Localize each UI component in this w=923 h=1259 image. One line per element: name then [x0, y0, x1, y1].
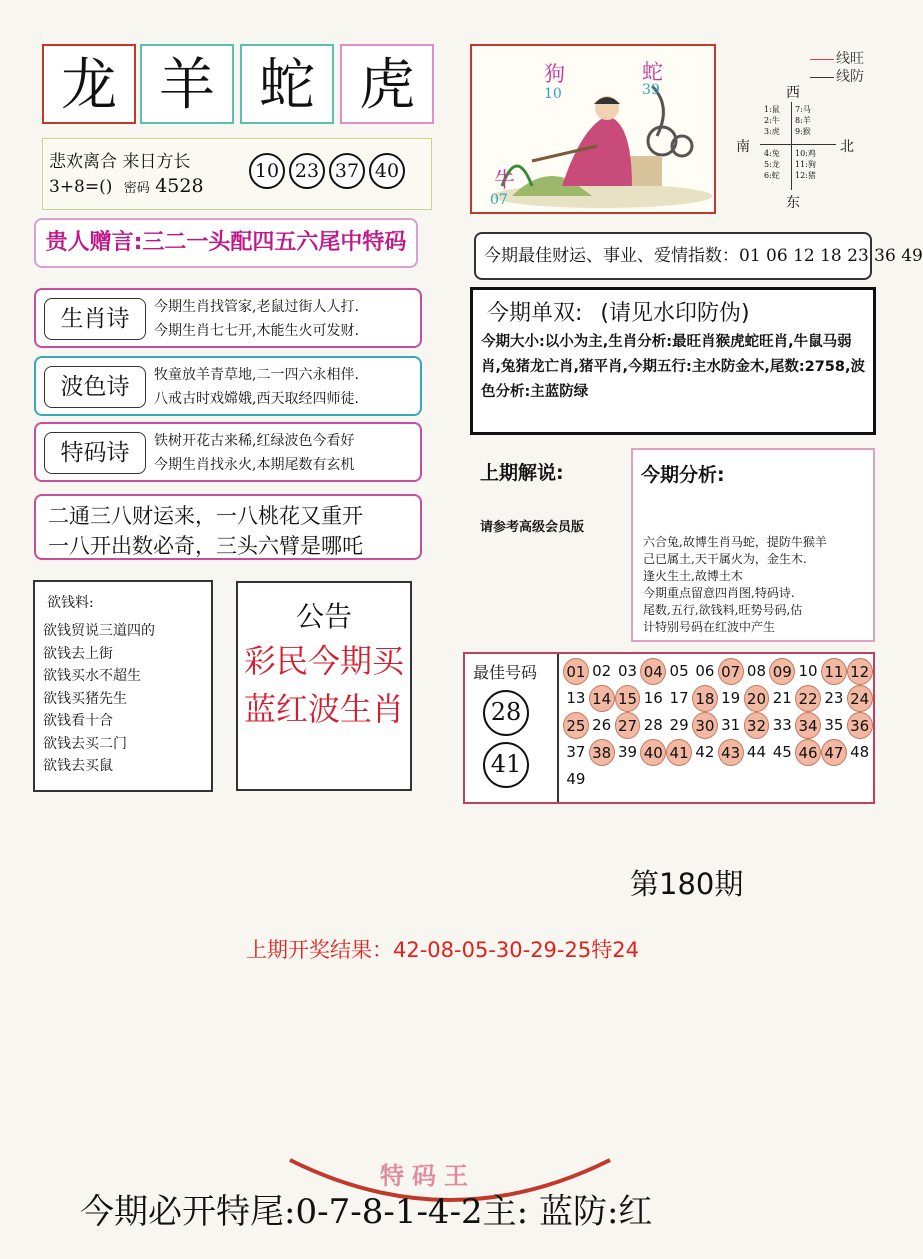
number-cell: 36	[847, 712, 873, 739]
number-circles	[249, 153, 405, 189]
verse-line: 一八开出数必奇，三头六臂是哪吒	[48, 534, 363, 558]
number-cell: 29	[669, 716, 689, 734]
analysis-list	[643, 534, 827, 636]
list-item: 欲钱买猪先生	[43, 690, 127, 707]
number-cell: 46	[795, 739, 821, 766]
number-cell: 22	[795, 685, 821, 712]
number-cell: 37	[566, 743, 586, 761]
number-cell: 27	[615, 712, 641, 739]
poem-tag: 生肖诗	[44, 298, 146, 340]
list-item: 欲钱去上街	[43, 645, 113, 662]
number-cell: 04	[640, 658, 666, 685]
compass-cell: 10:鸡 11:狗 12:猪	[795, 149, 816, 180]
poem-line: 今期生肖找永火,本期尾数有玄机	[154, 457, 355, 473]
compass-south: 东	[786, 195, 800, 211]
number-cell: 10	[798, 662, 818, 680]
number-cell: 38	[589, 739, 615, 766]
number-cell: 13	[566, 689, 586, 707]
zodiac-box-2: 羊	[140, 44, 234, 124]
list-item: 欲钱去买二门	[43, 735, 127, 752]
password-value: 4528	[155, 175, 204, 197]
notice-line: 蓝红波生肖	[243, 690, 404, 728]
line-legend	[810, 50, 864, 86]
poem-line: 铁树开花古来稀,红绿波色今看好	[154, 433, 355, 449]
number-cell: 35	[824, 716, 844, 734]
number-cell: 43	[718, 739, 744, 766]
stamp-text: 特码王	[380, 1161, 476, 1190]
odd-even-title: 今期单双: (请见水印防伪)	[487, 301, 750, 326]
zodiac-box-1: 龙	[42, 44, 136, 124]
compass-vline	[791, 102, 792, 190]
poem-line: 今期生肖七七开,木能生火可发财.	[154, 323, 359, 339]
number-cell: 15	[615, 685, 641, 712]
number-circle: 37	[329, 153, 365, 189]
compass-right: 北	[840, 139, 854, 155]
refer-note: 请参考高级会员版	[480, 520, 585, 535]
number-cell: 23	[824, 689, 844, 707]
fortune-index: 今期最佳财运、事业、爱情指数：01 06 12 18 23 36 49	[474, 232, 872, 280]
number-cell: 39	[617, 743, 638, 761]
stamp-seal	[240, 1100, 660, 1259]
odd-even-box	[470, 287, 876, 435]
number-cell: 17	[669, 689, 689, 707]
pic-label: 狗	[544, 62, 565, 86]
notice-title: 公告	[295, 600, 352, 633]
number-cell: 14	[589, 685, 615, 712]
poem-line: 八戒古时戏嫦娥,西天取经四师徒.	[154, 391, 359, 407]
fortune-verse	[34, 494, 422, 560]
number-cell: 18	[692, 685, 718, 712]
must-open-line: 今期必开特尾:0-7-8-1-4-2主: 蓝防:红	[80, 1192, 653, 1232]
number-cell: 06	[695, 662, 715, 680]
number-circle: 40	[369, 153, 405, 189]
odd-even-body: 今期大小:以小为主,生肖分析:最旺肖猴虎蛇旺肖,牛鼠马弱肖,兔猪龙亡肖,猪平肖,今期五行:主水防金木,尾数:2758,波色分析:主蓝防绿	[481, 334, 865, 400]
pic-number: 07	[490, 192, 508, 208]
list-item: 六合兔,故博生肖马蛇，提防牛猴羊	[643, 535, 827, 549]
number-cell: 11	[821, 658, 847, 685]
number-cell: 20	[744, 685, 770, 712]
number-cell: 48	[850, 743, 870, 761]
number-cell: 47	[821, 739, 847, 766]
compass-cell: 1:鼠 2:牛 3:虎	[764, 105, 780, 136]
number-cell: 24	[847, 685, 873, 712]
list-item: 己已属土,天干属火为，金生木.	[643, 552, 807, 566]
list-item: 计特别号码在红波中产生	[643, 620, 776, 634]
zodiac-poem	[34, 288, 422, 348]
poem-line: 牧童放羊青草地,二一四六永相伴.	[154, 367, 359, 383]
number-cell: 42	[695, 743, 715, 761]
zodiac-picture	[470, 44, 716, 214]
analysis-title: 今期分析:	[641, 464, 725, 486]
pic-label: 牛	[494, 168, 515, 192]
analysis-box	[631, 448, 875, 642]
formula: 3+8=()	[49, 177, 113, 197]
number-cell: 02	[592, 662, 612, 680]
number-cell: 49	[566, 770, 586, 788]
number-cell: 12	[847, 658, 873, 685]
number-cell: 26	[592, 716, 612, 734]
number-cell: 30	[692, 712, 718, 739]
list-item: 欲钱买水不超生	[43, 668, 141, 684]
list-item: 尾数,五行,欲钱料,旺势号码,估	[643, 603, 803, 617]
red-line-icon	[810, 59, 834, 60]
number-cell: 07	[718, 658, 744, 685]
special-code-poem	[34, 422, 422, 482]
info-formula-line	[49, 175, 204, 197]
compass-cell: 4:兔 5:龙 6:蛇	[764, 149, 780, 180]
legend-item: 线防	[810, 68, 864, 86]
issue-number: 第180期	[630, 867, 744, 901]
last-explain-heading: 上期解说:	[480, 462, 564, 484]
number-cell: 34	[795, 712, 821, 739]
info-box	[42, 138, 432, 210]
dark-line-icon	[810, 77, 834, 78]
number-cell: 40	[640, 739, 666, 766]
number-cell: 21	[772, 689, 792, 707]
poem-line: 今期生肖找管家,老鼠过街人人打.	[154, 299, 359, 315]
number-cell: 41	[666, 739, 692, 766]
number-cell: 45	[772, 743, 792, 761]
best-numbers-box	[463, 652, 875, 804]
compass-hline	[760, 144, 836, 145]
notice-line: 彩民今期买	[243, 642, 404, 680]
number-circle: 23	[289, 153, 325, 189]
best-label: 最佳号码	[473, 663, 538, 682]
list-item: 欲钱贸说三道四的	[43, 623, 155, 639]
number-cell: 19	[721, 689, 741, 707]
number-cell: 28	[643, 716, 663, 734]
verse-line: 二通三八财运来，一八桃花又重开	[48, 504, 363, 528]
number-cell: 32	[744, 712, 770, 739]
number-cell: 31	[721, 716, 741, 734]
pic-label: 蛇	[642, 60, 663, 84]
money-list	[43, 620, 155, 778]
legend-item: 线旺	[810, 50, 864, 68]
list-item: 欲钱去买鼠	[43, 758, 113, 774]
info-motto: 悲欢离合 来日方长	[49, 152, 191, 172]
number-cell: 16	[643, 689, 663, 707]
zodiac-box-3: 蛇	[240, 44, 334, 124]
divider	[557, 654, 559, 802]
zodiac-box-4: 虎	[340, 44, 434, 124]
poem-tag: 特码诗	[44, 432, 146, 474]
number-cell: 44	[746, 743, 767, 761]
compass-chart	[732, 82, 862, 212]
number-cell: 03	[617, 662, 638, 680]
number-cell: 09	[769, 658, 795, 685]
compass-left: 南	[736, 139, 750, 155]
poem-tag: 波色诗	[44, 366, 146, 408]
list-item: 今期重点留意四肖图,特码诗.	[643, 586, 795, 600]
notice-box	[236, 581, 412, 791]
best-pick-circle: 28	[483, 690, 529, 736]
list-item: 欲钱看十合	[43, 713, 113, 729]
number-cell: 01	[563, 658, 589, 685]
number-cell: 05	[669, 662, 689, 680]
last-draw-result: 上期开奖结果：42-08-05-30-29-25特24	[246, 938, 639, 962]
number-cell: 08	[746, 662, 767, 680]
compass-north: 西	[786, 85, 800, 101]
best-pick-circle: 41	[483, 742, 529, 788]
compass-cell: 7:马 8:羊 9:猴	[795, 105, 811, 136]
list-item: 逢火生土,故博土木	[643, 569, 743, 583]
number-circle: 10	[249, 153, 285, 189]
pic-number: 10	[544, 86, 562, 102]
number-cell: 25	[563, 712, 589, 739]
number-grid	[563, 658, 873, 793]
password-label: 密码	[123, 181, 150, 196]
wave-poem	[34, 356, 422, 416]
number-cell: 33	[772, 716, 792, 734]
money-title: 欲钱料:	[47, 595, 94, 611]
pic-number: 39	[642, 82, 660, 98]
gift-banner: 贵人赠言:三二一头配四五六尾中特码	[34, 218, 418, 268]
money-riddle-box	[33, 580, 213, 792]
